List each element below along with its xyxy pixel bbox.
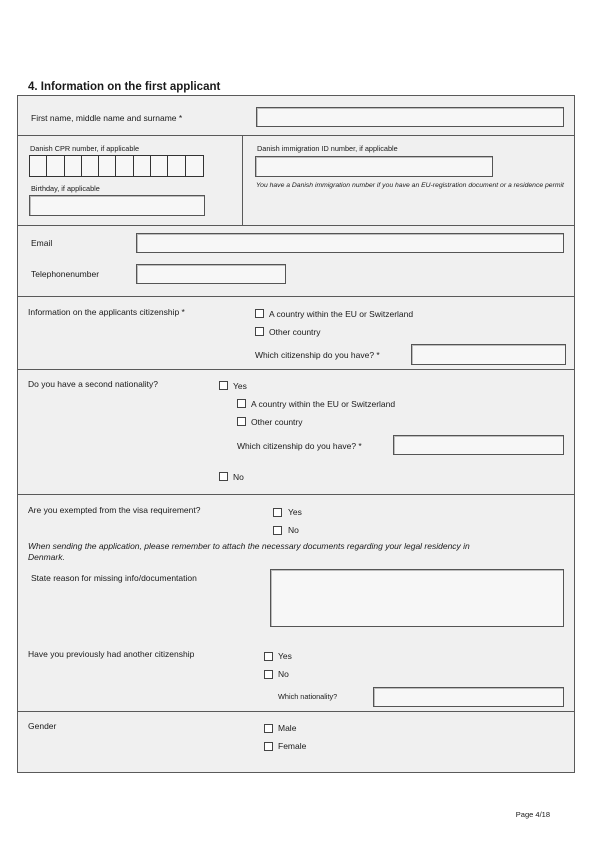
phone-label: Telephonenumber (31, 269, 100, 279)
second-nationality-eu-checkbox[interactable] (237, 399, 246, 408)
second-nationality-yes-checkbox[interactable] (219, 381, 228, 390)
immigration-id-field[interactable] (255, 156, 493, 177)
second-nationality-which-label: Which citizenship do you have? * (237, 441, 362, 451)
previous-citizenship-no-checkbox[interactable] (264, 670, 273, 679)
row-divider (17, 225, 575, 226)
second-nationality-eu-label: A country within the EU or Switzerland (251, 399, 396, 409)
row-divider (17, 135, 575, 136)
visa-exempt-label: Are you exempted from the visa requirement? (28, 505, 201, 515)
previous-citizenship-yes-label: Yes (278, 651, 292, 661)
email-label: Email (31, 238, 53, 248)
immigration-id-label: Danish immigration ID number, if applicable (257, 144, 398, 153)
second-nationality-label: Do you have a second nationality? (28, 379, 158, 389)
visa-exempt-no-label: No (288, 525, 299, 535)
cpr-digit-box[interactable] (47, 156, 64, 176)
second-nationality-other-checkbox[interactable] (237, 417, 246, 426)
phone-field[interactable] (136, 264, 286, 284)
cpr-digit-box[interactable] (168, 156, 185, 176)
cpr-label: Danish CPR number, if applicable (30, 144, 140, 153)
second-nationality-which-field[interactable] (393, 435, 564, 455)
citizenship-label: Information on the applicants citizenship * (28, 307, 185, 317)
gender-male-checkbox[interactable] (264, 724, 273, 733)
row-divider (17, 296, 575, 297)
legal-residency-note-cont: Denmark. (28, 552, 65, 562)
citizenship-other-checkbox[interactable] (255, 327, 264, 336)
gender-male-label: Male (278, 723, 297, 733)
cpr-digit-box[interactable] (30, 156, 47, 176)
section-title: 4. Information on the first applicant (28, 81, 221, 93)
row-divider (17, 369, 575, 370)
previous-nationality-field[interactable] (373, 687, 564, 707)
previous-citizenship-yes-checkbox[interactable] (264, 652, 273, 661)
cpr-digit-box[interactable] (134, 156, 151, 176)
previous-citizenship-label: Have you previously had another citizenship (28, 649, 195, 659)
second-nationality-no-checkbox[interactable] (219, 472, 228, 481)
citizenship-which-field[interactable] (411, 344, 566, 365)
cpr-digit-box[interactable] (99, 156, 116, 176)
cpr-number-field[interactable] (29, 155, 204, 177)
visa-exempt-no-checkbox[interactable] (273, 526, 282, 535)
citizenship-which-label: Which citizenship do you have? * (255, 350, 380, 360)
second-nationality-yes-label: Yes (233, 381, 247, 391)
row-divider (17, 494, 575, 495)
cpr-digit-box[interactable] (186, 156, 203, 176)
missing-reason-label: State reason for missing info/documentation (31, 573, 197, 583)
birthday-field[interactable] (29, 195, 205, 216)
birthday-label: Birthday, if applicable (31, 184, 100, 193)
cpr-digit-box[interactable] (82, 156, 99, 176)
previous-citizenship-no-label: No (278, 669, 289, 679)
second-nationality-other-label: Other country (251, 417, 303, 427)
gender-female-label: Female (278, 741, 307, 751)
full-name-label: First name, middle name and surname * (31, 113, 183, 123)
second-nationality-no-label: No (233, 472, 244, 482)
cpr-digit-box[interactable] (116, 156, 133, 176)
citizenship-other-label: Other country (269, 327, 321, 337)
cpr-digit-box[interactable] (151, 156, 168, 176)
gender-label: Gender (28, 721, 57, 731)
email-field[interactable] (136, 233, 564, 253)
visa-exempt-yes-checkbox[interactable] (273, 508, 282, 517)
gender-female-checkbox[interactable] (264, 742, 273, 751)
page-number: Page 4/18 (515, 810, 550, 819)
citizenship-eu-label: A country within the EU or Switzerland (269, 309, 414, 319)
cpr-digit-box[interactable] (65, 156, 82, 176)
full-name-field[interactable] (256, 107, 564, 127)
row-divider (17, 711, 575, 712)
previous-nationality-label: Which nationality? (278, 692, 338, 701)
column-divider (242, 135, 243, 225)
missing-reason-textarea[interactable] (270, 569, 564, 627)
immigration-id-note: You have a Danish immigration number if you have an EU-registration document or a residence permit (256, 182, 564, 189)
citizenship-eu-checkbox[interactable] (255, 309, 264, 318)
visa-exempt-yes-label: Yes (288, 507, 302, 517)
legal-residency-note: When sending the application, please remember to attach the necessary documents regarding your legal residency in (28, 541, 470, 551)
